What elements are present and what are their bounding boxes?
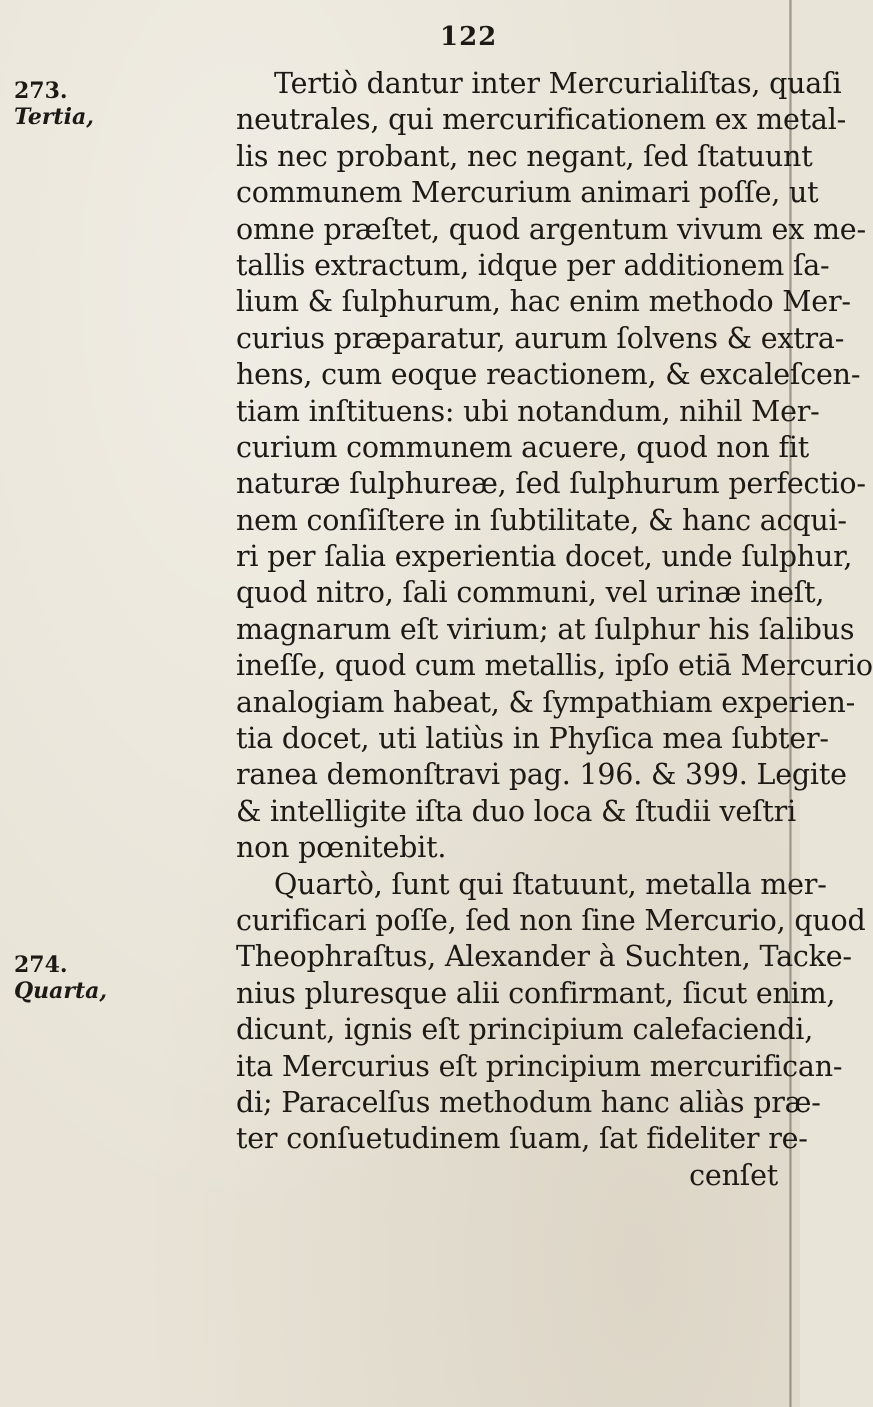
text-line: di; Paracelſus methodum hanc aliàs præ- — [236, 1085, 821, 1119]
margin-note-label: Quarta, — [14, 978, 108, 1004]
text-line: lium & ſulphurum, hac enim methodo Mer- — [236, 285, 851, 319]
text-line: tallis extractum, idque per additionem ſa- — [236, 248, 830, 282]
text-line: ranea demonſtravi pag. 196. & 399. Legite — [236, 758, 847, 792]
text-line: non pœnitebit. — [236, 831, 447, 865]
text-line: hens, cum eoque reactionem, & excaleſcen- — [236, 358, 861, 392]
text-line: ineſſe, quod cum metallis, ipſo etiā Mercurio — [236, 649, 873, 683]
text-line: ri per ſalia experientia docet, unde ſulphur, — [236, 540, 853, 574]
margin-note-273 — [14, 78, 124, 130]
text-line: tiam inſtituens: ubi notandum, nihil Mer- — [236, 394, 820, 428]
text-line: omne præſtet, quod argentum vivum ex me- — [236, 212, 866, 246]
text-line: lis nec probant, nec negant, ſed ſtatuunt — [236, 139, 813, 173]
margin-note-number: 274. — [14, 952, 68, 978]
text-line: quod nitro, ſali communi, vel urinæ ineſt, — [236, 576, 825, 610]
page-number: 122 — [440, 22, 498, 52]
margin-note-274 — [14, 952, 124, 1004]
text-line: neutrales, qui mercurificationem ex metal- — [236, 103, 847, 137]
margin-note-number: 273. — [14, 78, 68, 104]
text-line: magnarum eſt virium; at ſulphur his ſalibus — [236, 612, 855, 646]
text-line: ter conſuetudinem ſuam, ſat fideliter re- — [236, 1122, 808, 1156]
text-line: dicunt, ignis eſt principium calefaciendi, — [236, 1013, 814, 1047]
text-line: communem Mercurium animari poſſe, ut — [236, 176, 819, 210]
catchword: cenſet — [689, 1158, 778, 1192]
text-line: analogiam habeat, & ſympathiam experien- — [236, 685, 856, 719]
text-line: curium communem acuere, quod non fit — [236, 430, 810, 464]
text-line: curificari poſſe, ſed non ſine Mercurio, quod — [236, 903, 866, 937]
margin-note-label: Tertia, — [14, 104, 94, 130]
text-line: nius pluresque alii confirmant, ſicut enim, — [236, 976, 836, 1010]
text-line: Quartò, ſunt qui ſtatuunt, metalla mer- — [274, 867, 827, 901]
text-line: naturæ ſulphureæ, ſed ſulphurum perfectio- — [236, 467, 866, 501]
text-line: Tertiò dantur inter Mercurialiſtas, quaſi — [274, 67, 842, 100]
text-line: ita Mercurius eſt principium mercurifican- — [236, 1049, 843, 1083]
text-line: & intelligite iſta duo loca & ſtudii veſtri — [236, 794, 796, 828]
text-line: Theophraſtus, Alexander à Suchten, Tacke- — [236, 940, 852, 974]
text-line: curius præparatur, aurum ſolvens & extra- — [236, 321, 845, 355]
text-line: tia docet, uti latiùs in Phyſica mea ſubter- — [236, 722, 829, 756]
main-text — [236, 66, 873, 1194]
text-line: nem conſiſtere in ſubtilitate, & hanc acqui- — [236, 503, 847, 537]
